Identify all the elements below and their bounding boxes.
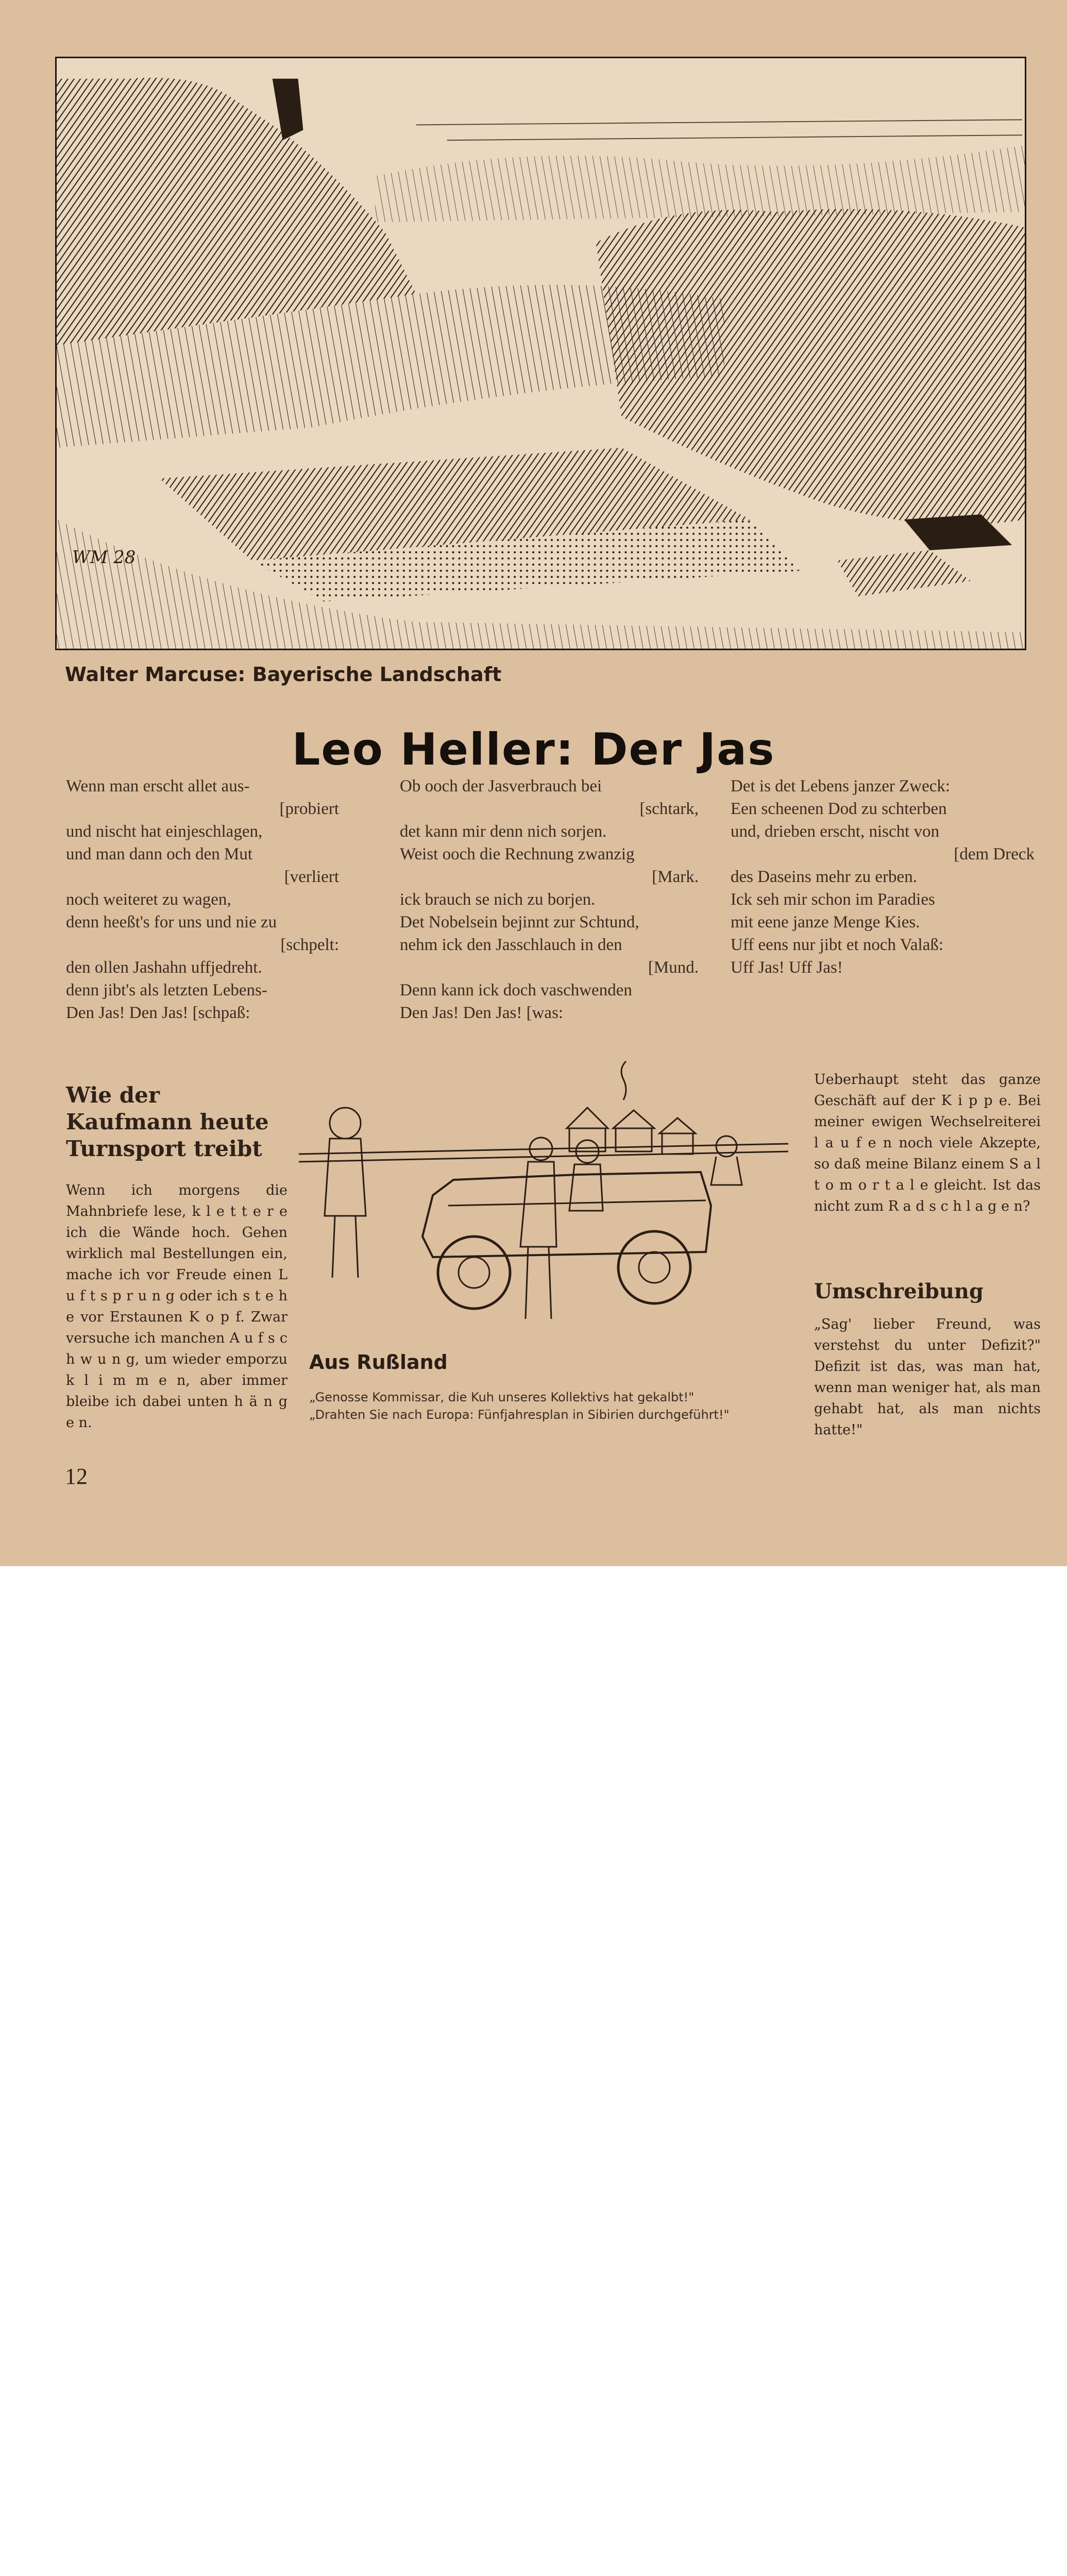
cartoon-illustration (299, 1051, 793, 1340)
cartoon-caption (309, 1388, 804, 1423)
artist-signature: WM 28 (72, 547, 136, 567)
poem-line: Det Nobelsein bejinnt zur Schtund, (400, 913, 639, 931)
poem-line: [Mark. (652, 868, 699, 886)
poem-line: Uff Jas! Uff Jas! (731, 958, 843, 977)
poem-line: des Daseins mehr zu erben. (731, 868, 917, 886)
page-number: 12 (65, 1464, 88, 1489)
landscape-illustration (55, 57, 1026, 650)
poem-line: [probiert (279, 800, 339, 818)
right-article-text: Ueberhaupt steht das ganze Geschäft auf der K i p p e. Bei meiner ewigen Wechselreiterei l a u f e n noch viele Akzepte, so daß meine Bilanz einem S a l t o m o r t a l e gleicht. Ist das nicht zum R a d s c h l a g e n? (814, 1072, 1041, 1214)
poem-line: [schtark, (639, 800, 699, 818)
cartoon-caption-line-1: „Genosse Kommissar, die Kuh unseres Kollektivs hat gekalbt!" (309, 1390, 695, 1404)
poem-line: Den Jas! Den Jas! [was: (400, 1004, 564, 1022)
poem-line: Ob ooch der Jasverbrauch bei (400, 777, 602, 795)
right-article-title: Umschreibung (814, 1279, 984, 1303)
poem-column-3 (731, 775, 1040, 979)
poem-line: [dem Dreck (954, 845, 1035, 863)
left-article-title: Wie der Kaufmann heute Turnsport treibt (66, 1082, 269, 1161)
poem-line: und, drieben erscht, nischt von (731, 822, 940, 841)
poem-line: noch weiteret zu wagen, (66, 890, 231, 909)
poem-line: Wenn man erscht allet aus- (66, 777, 250, 795)
poem-title: Leo Heller: Der Jas (292, 724, 775, 775)
poem-line: [schpelt: (280, 936, 339, 954)
poem-line: und man dann och den Mut (66, 845, 253, 863)
image-caption: Walter Marcuse: Bayerische Landschaft (65, 663, 502, 686)
poem-column-2 (400, 775, 704, 1024)
poem-line: Uff eens nur jibt et noch Valaß: (731, 936, 944, 954)
poem-line: den ollen Jashahn uffjedreht. (66, 958, 262, 977)
poem-line: Weist ooch die Rechnung zwanzig (400, 845, 635, 863)
poem-line: und nischt hat einjeschlagen, (66, 822, 263, 841)
poem-line: mit eene janze Menge Kies. (731, 913, 920, 931)
poem-line: Ick seh mir schon im Paradies (731, 890, 935, 909)
poem-line: Det is det Lebens janzer Zweck: (731, 777, 951, 795)
poem-line: denn jibt's als letzten Lebens- (66, 981, 267, 999)
poem-column-1 (66, 775, 344, 1024)
poem-line: [verliert (284, 868, 339, 886)
poem-line: Een scheenen Dod zu schterben (731, 800, 947, 818)
cartoon-caption-line-2: „Drahten Sie nach Europa: Fünfjahresplan in Sibirien durchgeführt!" (309, 1408, 730, 1422)
poem-line: [Mund. (648, 958, 699, 977)
poem-line: nehm ick den Jasschlauch in den (400, 936, 622, 954)
cartoon-title: Aus Rußland (309, 1351, 448, 1374)
car-cartoon-drawing (299, 1051, 793, 1340)
landscape-drawing (57, 58, 1025, 649)
poem-line: ick brauch se nich zu borjen. (400, 890, 596, 909)
poem-line: Den Jas! Den Jas! [schpaß: (66, 1004, 250, 1022)
poem-line: det kann mir denn nich sorjen. (400, 822, 607, 841)
left-article-text: Wenn ich morgens die Mahnbriefe lese, k l e t t e r e ich die Wände hoch. Gehen wirklich mal Bestellungen ein, mache ich vor Freude einen L u f t s p r u n g oder ich s t e h e vor Erstaunen K o p f. Zwar versuche ich manchen A u f s c h w u n g, um wieder emporzu k l i m m e n, aber immer bleibe ich dabei unten h ä n g e n. (66, 1182, 287, 1431)
poem-line: Denn kann ick doch vaschwenden (400, 981, 632, 999)
poem-line: denn heeßt's for uns und nie zu (66, 913, 277, 931)
digitization-footer (0, 1566, 1067, 1645)
right-article-text-2: „Sag' lieber Freund, was verstehst du unter Defizit?" Defizit ist das, was man hat, wenn man weniger hat, als man gehabt hat, als man nichts hatte!" (814, 1316, 1041, 1438)
